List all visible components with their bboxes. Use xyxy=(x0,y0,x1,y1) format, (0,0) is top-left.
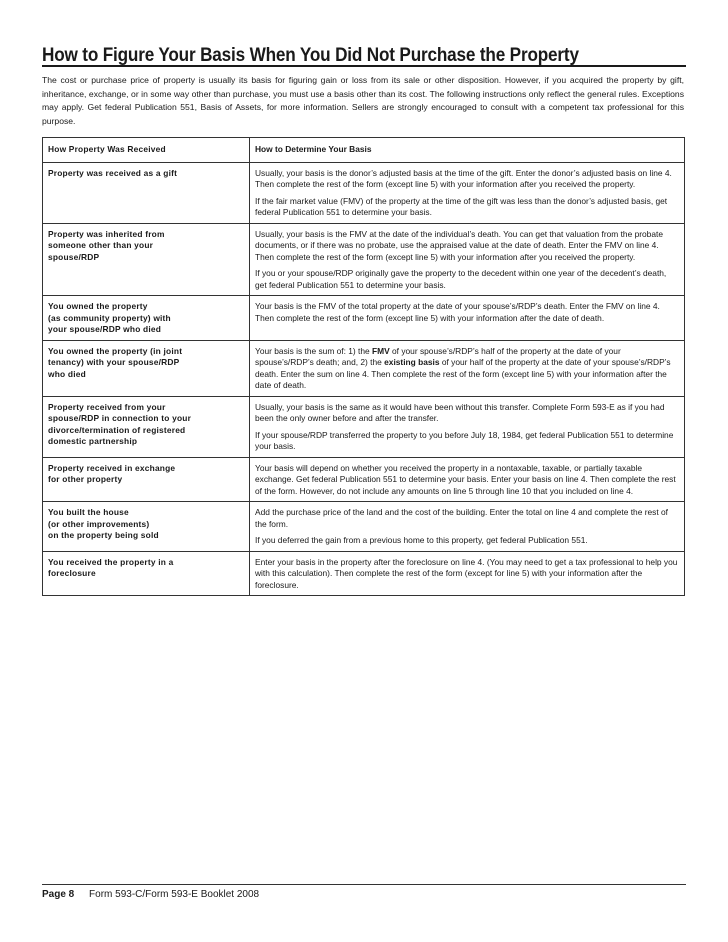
text-run: of your half of the property at the date of your spouse’s/RDP’s death. Enter the sum on line 4. Then complete the rest of the form (except line 5) with your information after the date of death. xyxy=(255,357,671,390)
row-label-line: Property received in exchange xyxy=(48,462,176,473)
header-how-received: How Property Was Received xyxy=(43,138,250,163)
row-paragraph: Usually, your basis is the donor’s adjusted basis at the time of the gift. Enter the donor’s adjusted basis on line 4. Then complete the rest of the form (except line 5) with your information after you received the property. xyxy=(255,167,672,189)
row-paragraph: If you deferred the gain from a previous home to this property, get federal Publication 551. xyxy=(255,535,588,545)
row-label-line: spouse/RDP in connection to your xyxy=(48,413,192,423)
row-received-label xyxy=(43,296,250,341)
row-label-line: Property was received as a gift xyxy=(48,167,178,178)
row-received-label xyxy=(43,340,250,396)
table-row xyxy=(43,396,685,457)
page-number: Page 8 xyxy=(42,889,75,900)
row-basis-text xyxy=(250,340,685,396)
row-label-line: You received the property in a xyxy=(48,556,174,567)
row-basis-text xyxy=(250,551,685,596)
row-paragraph xyxy=(255,346,679,392)
table-row xyxy=(43,296,685,341)
row-paragraph: Add the purchase price of the land and the cost of the building. Enter the total on line 4 and complete the rest of the form. xyxy=(255,507,668,529)
row-label-line: who died xyxy=(48,368,86,379)
page-title: How to Figure Your Basis When You Did Not Purchase the Property xyxy=(42,44,579,66)
row-received-label xyxy=(43,502,250,552)
row-label-line: foreclosure xyxy=(48,568,96,578)
row-received-label xyxy=(43,162,250,223)
row-label-line: for other property xyxy=(48,474,123,484)
emphasis-existing-basis: existing basis xyxy=(384,357,440,367)
table-row xyxy=(43,223,685,296)
footer-divider xyxy=(42,884,686,885)
row-label-line: Property was inherited from xyxy=(48,228,165,239)
row-label-line: spouse/RDP xyxy=(48,251,100,262)
row-label-line: (or other improvements) xyxy=(48,518,150,529)
text-run: of your spouse’s/RDP’s half of the property at the date of your spouse’s/RDP’s death; and, 2) the xyxy=(255,345,621,367)
table-row xyxy=(43,502,685,552)
row-received-label xyxy=(43,457,250,502)
row-paragraph: If you or your spouse/RDP originally gave the property to the decedent within one year of the decedent’s death, get federal Publication 551 to determine your basis. xyxy=(255,268,667,290)
row-label-line: divorce/termination of registered xyxy=(48,424,186,435)
row-label-line: You owned the property xyxy=(48,301,148,311)
table-row xyxy=(43,162,685,223)
table-row xyxy=(43,457,685,502)
row-label-line: your spouse/RDP who died xyxy=(48,324,162,334)
row-received-label xyxy=(43,396,250,457)
row-received-label xyxy=(43,223,250,296)
row-label-line: You built the house xyxy=(48,507,129,517)
row-basis-text xyxy=(250,457,685,502)
row-paragraph: If the fair market value (FMV) of the property at the time of the gift was less than the donor’s adjusted basis, get federal Publication 551 to determine your basis. xyxy=(255,195,668,217)
row-label-line: domestic partnership xyxy=(48,436,138,446)
row-label-line: Property received from your xyxy=(48,401,166,412)
row-label-line: You owned the property (in joint xyxy=(48,345,183,356)
basis-table xyxy=(42,137,685,596)
intro-paragraph: The cost or purchase price of property is usually its basis for figuring gain or loss from its sale or other disposition. However, if you acquired the property by gift, inheritance, exchange, or in some way other than purchase, you must use a basis other than its cost. The following instructions only reflect the general rules. Exceptions may apply. Get federal Publication 551, Basis of Assets, for more information. Sellers are strongly encouraged to consult with a competent tax professional for this purpose. xyxy=(42,75,684,126)
row-basis-text xyxy=(250,396,685,457)
row-basis-text xyxy=(250,223,685,296)
header-how-determine: How to Determine Your Basis xyxy=(250,138,685,163)
row-received-label xyxy=(43,551,250,596)
table-row xyxy=(43,340,685,396)
row-label-line: someone other than your xyxy=(48,240,154,250)
booklet-title: Form 593-C/Form 593-E Booklet 2008 xyxy=(89,889,260,900)
row-label-line: on the property being sold xyxy=(48,530,159,540)
title-divider xyxy=(42,65,686,67)
row-paragraph: Enter your basis in the property after the foreclosure on line 4. (You may need to get a tax professional to help you with this calculation). Then complete the rest of the form (except for line 5) with your information after the foreclosure. xyxy=(255,556,678,590)
row-basis-text xyxy=(250,502,685,552)
row-paragraph: If your spouse/RDP transferred the property to you before July 18, 1984, get federal Publication 551 to determine your basis. xyxy=(255,429,674,451)
row-basis-text xyxy=(250,162,685,223)
row-label-line: tenancy) with your spouse/RDP xyxy=(48,357,180,367)
emphasis-fmv: FMV xyxy=(372,345,390,356)
table-header-row xyxy=(43,138,685,163)
row-paragraph: Usually, your basis is the FMV at the date of the individual’s death. You can get that valuation from the probate documents, or if there was no probate, use the appraised value at the date of death. Enter the FMV on line 4. Then complete the rest of the form (except line 5) with your information after you received the property. xyxy=(255,228,663,262)
row-basis-text xyxy=(250,296,685,341)
row-paragraph: Usually, your basis is the same as it would have been without this transfer. Complete Form 593-E as if you had been the only owner before and after the transfer. xyxy=(255,401,665,423)
page-footer xyxy=(42,889,259,901)
row-paragraph: Your basis will depend on whether you received the property in a nontaxable, taxable, or partially taxable exchange. Get federal Publication 551 to determine your basis. Enter your basis on line 4. Then complete the rest of the form. However, do not include any amounts on line 5 through line 10 that you included on line 4. xyxy=(255,462,676,496)
row-label-line: (as community property) with xyxy=(48,312,171,323)
row-paragraph: Your basis is the FMV of the total property at the date of your spouse’s/RDP’s death. Enter the FMV on line 4. Then complete the rest of the form (except line 5) with your information after the date of death. xyxy=(255,301,660,323)
table-row xyxy=(43,551,685,596)
text-run: Your basis is the sum of: 1) the xyxy=(255,345,372,356)
